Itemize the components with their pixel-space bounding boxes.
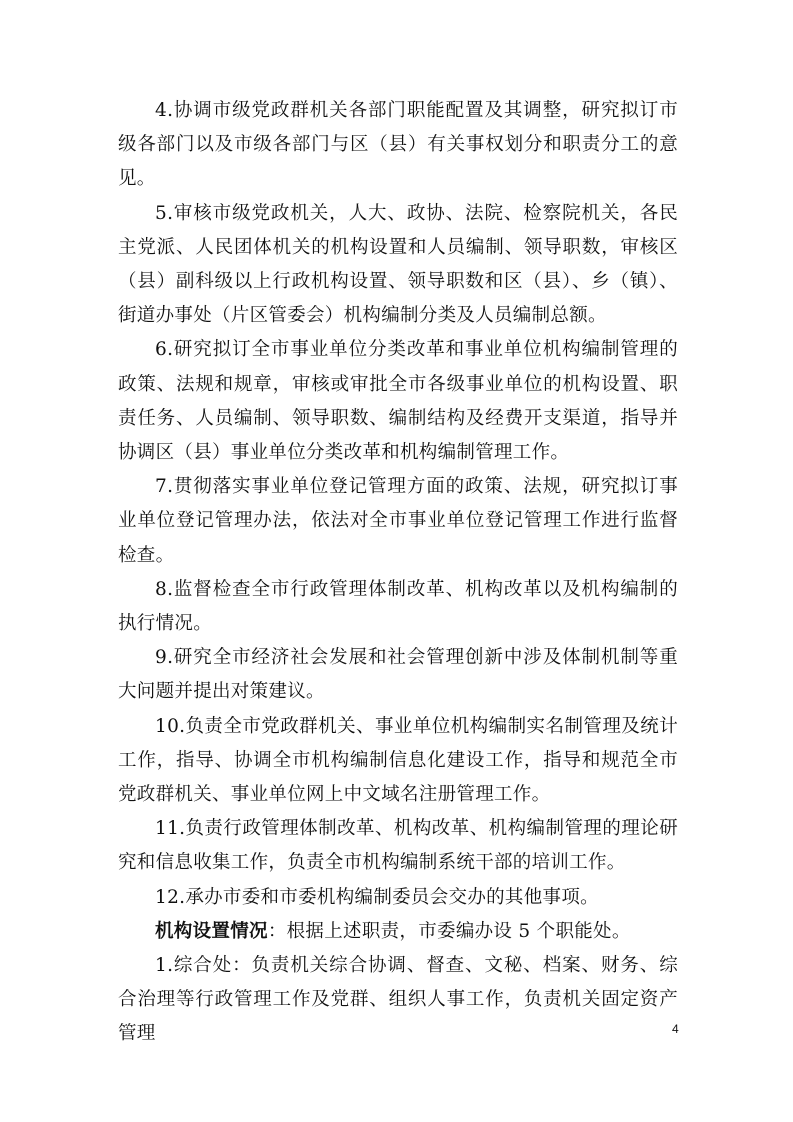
paragraph-item-9: 9.研究全市经济社会发展和社会管理创新中涉及体制机制等重大问题并提出对策建议。 (118, 647, 678, 703)
paragraph-item-11: 11.负责行政管理体制改革、机构改革、机构编制管理的理论研究和信息收集工作，负责全市机构编制系统干部的培训工作。 (118, 818, 678, 874)
setup-text: ：根据上述职责，市委编办设 5 个职能处。 (267, 920, 631, 942)
setup-paragraph (118, 915, 678, 949)
paragraph-item-7: 7.贯彻落实事业单位登记管理方面的政策、法规，研究拟订事业单位登记管理办法，依法对全市事业单位登记管理工作进行监督检查。 (118, 476, 678, 566)
paragraph-item-6: 6.研究拟订全市事业单位分类改革和事业单位机构编制管理的政策、法规和规章，审核或审批全市各级事业单位的机构设置、职责任务、人员编制、领导职数、编制结构及经费开支渠道，指导并协调区（县）事业单位分类改革和机构编制管理工作。 (118, 339, 678, 464)
page-number: 4 (672, 1022, 679, 1036)
paragraph-item-12: 12.承办市委和市委机构编制委员会交办的其他事项。 (155, 886, 599, 908)
paragraph-item-5: 5.审核市级党政机关，人大、政协、法院、检察院机关，各民主党派、人民团体机关的机构设置和人员编制、领导职数，审核区（县）副科级以上行政机构设置、领导职数和区（县）、乡（镇）、街道办事处（片区管委会）机构编制分类及人员编制总额。 (118, 202, 678, 327)
paragraph-item-10: 10.负责全市党政群机关、事业单位机构编制实名制管理及统计工作，指导、协调全市机构编制信息化建设工作，指导和规范全市党政群机关、事业单位网上中文域名注册管理工作。 (118, 715, 678, 806)
setup-lead: 机构设置情况 (155, 920, 268, 942)
paragraph-item-8: 8.监督检查全市行政管理体制改革、机构改革以及机构编制的执行情况。 (118, 578, 678, 635)
paragraph-item-4: 4.协调市级党政群机关各部门职能配置及其调整，研究拟订市级各部门以及市级各部门与区（县）有关事权划分和职责分工的意见。 (118, 100, 678, 190)
body-text (118, 94, 678, 1052)
office-paragraph-1: 1.综合处：负责机关综合协调、督查、文秘、档案、财务、综合治理等行政管理工作及党群、组织人事工作，负责机关固定资产管理 (118, 955, 678, 1045)
